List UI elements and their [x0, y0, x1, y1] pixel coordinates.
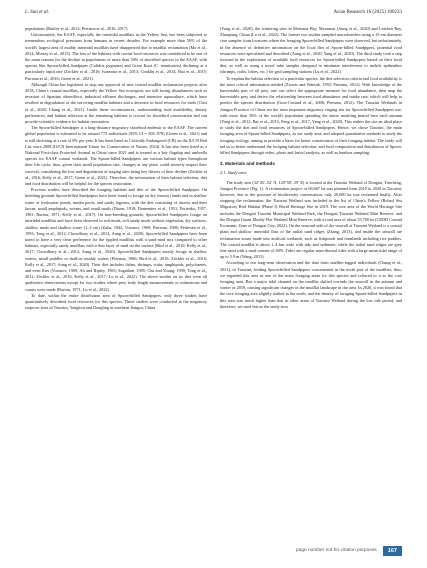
- page-footer: [296, 545, 402, 556]
- section-heading: 2. Materials and methods: [220, 161, 275, 167]
- paragraph: Previous studies have described the foraging habitats and diet of the Spoon-billed Sandpiper. On breeding grounds Spoon-billed Sandpipers have been found to forage on dry (mossy) lands and in shallow water of freshwater ponds, tundra pools, and sandy lagoons, with the diet consisting of insects and their larvae, small amphipods, worms, and small snails (Dixon, 1918; Dementiev et al., 1951; Portenko, 1957, 1981; Burton, 1971; Kelly et al., 2017). On non-breeding grounds, Spoon-billed Sandpipers forage on intertidal mudflats and have been observed in soft muds, soft sandy muds without vegetation, dry surfaces, shallow muds and shallow water (1–3 cm) (Zuba, 1942; Voronov, 1969; Piersma, 1986; Pedersen et al., 1993; Tong et al., 2012; Chowdhury et al., 2012; Aung et al., 2020). Spoon-billed Sandpipers have been noted to have a very clear preference for the rippled mudflats with a sand-mud mix compared to other habitats, especially sandy mudflats with a thin layer of mud on the surface (Bird et al., 2010; Kelly et al., 2017; Chowdhury et al., 2012; Aung et al., 2020). Spoon-billed Sandpipers mostly forage in shallow waters, small puddles or shallow muddy waters (Piersma, 1986; Bird et al., 2010; Zöckler et al., 2016; Kelly et al., 2017; Aung et al., 2020). Their diet includes fishes, shrimps, crabs, amphipods, polychaetes, and even flies (Voronov, 1969; Ali and Ripley, 1983; Sugathan, 1985; Cha and Young, 1990; Tong et al., 2012; Zöckler et al., 2016; Kelly et al., 2017; Lu et al., 2022). The above studies on its diet were all qualitative observations except for two studies where prey body length measurements or estimations and counts were made (Burton, 1971; Lu et al., 2022).: [25, 187, 207, 292]
- paragraph: populations (Battley et al., 2012; Piersma et al., 2016, 2017).: [25, 26, 129, 31]
- paragraph: Unfortunately, the EAAF, especially the intertidal mudflats in the Yellow Sea, has been subjected to tremendous ecological pressures from humans in recent decades. For example more than 50% of the world's largest area of muddy intertidal mudflats have disappeared due to mudflat reclamation (Ma et al., 2014; Murray et al., 2015). The loss of the habitats with crucial food resources was considered to be one of the main reasons for the decline in populations of more than 50% of shorebird species in the EAAF, with species like Spoon-billed Sandpiper (Calidris pygmaea) and Great Knot (C. tenuirostris) declining at a particularly rapid rate (Zöckler et al., 2016; Iwamura et al., 2013; Conklin et al., 2014; Hua et al., 2015; Piersma et al., 2016; Green et al., 2021).: [25, 32, 207, 81]
- right-column: [220, 26, 402, 534]
- running-authors: L. Sun et al.: [25, 10, 50, 15]
- left-column: [25, 26, 207, 534]
- journal-citation: Avian Research 16 (2025) 100233: [333, 10, 402, 15]
- paragraph: Although China has legislated to stop any approval of new coastal mudflat reclamation projects after 2018, China's coastal mudflats, especially the Yellow Sea ecoregion, are still facing disturbances such as invasion of Spartina alterniflora, industrial effluent discharges, and intensive aquaculture, which have resulted in degradation of the surviving mudflat habitats and a decrease in food resources for birds (Choi et al., 2020; Chang et al., 2021). Under these circumstances, understanding food availability, dietary preferences, and habitat selection at the remaining habitats is crucial for shorebird conservation and can provide scientific evidence for habitat restoration.: [25, 81, 207, 125]
- paragraph: To explain the habitat selection of a particular species, the diet selection criteria and food availability is the most critical information needed (Zwarts and Wanink, 1993; Piersma, 2012). With knowledge of the harvestable part of all prey, one can select the appropriate measure for food abundance, then map the harvestable prey and derive the relationship between food abundance and intake rate, which will help to predict the species distribution (Goss-Custard et al., 2006; Piersma, 2012). The Tiaozini Wetlands in Jiangsu Province of China are the most important migratory staging site for Spoon-billed Sandpipers use, with more than 50% of the world's population spending the entire moulting period here each autumn (Yang et al., 2012; Bai et al., 2015; Peng et al., 2017; Yang et al., 2020). This makes the site an ideal place to study the diet and food resources of Spoon-billed Sandpipers. Hence, we chose Tiaozini, the main foraging area of Spoon-billed Sandpipers, as our study area, and adopted quantitative methods to study the foraging ecology, aiming to provide a basis for better conservation of their foraging habitat. The study will aid us to better understand the foraging habitat selection, and food composition and distribution of Spoon-billed Sandpipers through video, photo and faecal analysis, as well as benthos sampling.: [220, 75, 402, 156]
- body-columns: [25, 26, 402, 534]
- page-number-badge: 167: [383, 546, 402, 556]
- paragraph: The Spoon-billed Sandpiper is a long-distance migratory shorebird endemic to the EAAF. The current global population is estimated to be around 773 individuals (95% CI = 569–978) (Green et al., 2021) and is still declining at a rate of 8% per year. It has been listed as Critically Endangered (CR) on the IUCN Red List since 2008 (IUCN International Union for Conservation of Nature, 2024). It has also been listed as a National First-class Protected Animal in China since 2021 and is treated as a key flagship and umbrella species for EAAF coastal wetlands. The Spoon-billed Sandpipers use various habitat types throughout their life cycle; thus, given their small population size, changes at any place could severely impact their survival, considering the loss and degradation of staging sites being key drivers of their decline (Zöckler et al., 2016; Kelly et al., 2017; Green et al., 2021). Therefore, the information of their habitat selection, diet and food distribution will be helpful for the species restoration.: [25, 125, 207, 187]
- page-header: [25, 8, 402, 17]
- footer-note: page number not for citation purposes: [296, 548, 377, 553]
- subsection-heading: 2.1. Study area: [220, 170, 247, 176]
- paragraph: (Yang et al., 2020), the wintering sites in Mottama Bay, Myanmar (Aung et al., 2020) and Leizhou Bay, Zhanjiang, China (Lu et al., 2022). The former two studies sampled macrobenthos using a 15-cm diameter core sampler from locations where the foraging Spoon-billed Sandpipers were observed, but unfortunately, in the absence of definitive information on the local diet of Spoon-billed Sandpipers, potential food resources were speculated and described (Aung et al., 2020; Yang et al., 2020). The third study took a step forward in the exploration of available food resources for Spoon-billed Sandpipers based on their local diet, as well as using a novel tube sampler designed to minimize interference to mobile epibenthos (shrimps, crabs, fishes, etc.) for grid sampling stations (Lu et al., 2022).: [220, 26, 402, 75]
- paragraph: To date, within the entire distribution area of Spoon-billed Sandpipers, only three studies have quantitatively described food resources for this species. These studies were conducted at the migratory stopover sites in Tiaozini, Yangkou and Dongling in southern Jiangsu, China: [25, 292, 207, 311]
- paragraph: According to our long-term observation and the data from satellite-tagged individuals (Chang et al., 2021), in Tiaozini, feeding Spoon-billed Sandpipers concentrated in the north part of the mudflats; thus, we regarded this area as one of the main foraging areas for this species and referred to it as the core foraging area. But a major tidal channel on the mudflat shifted towards the seawall in the autumn and winter of 2019, causing significant changes in the mudflat landscape in the area. In 2020, it was found that the core foraging area slightly shifted to the north, and the density of foraging Spoon-billed Sandpipers in this area was much higher than that in other areas of Tiaozini Wetland during the low tide period, and therefore, we used this as the study area: [220, 260, 402, 309]
- paragraph: The study area (32°45′–52′ N, 120°58′–59′ E) is located at the Tiaozini Wetland of Dongtai, Yancheng, Jiangsu Province (Fig. 1). A reclamation project of 66,667 ha was planned from 2010 to 2020 in Tiaozini; however, due to the pressure of biodiversity conservation, only 20,000 ha was reclaimed finally. After stopping the reclamation, the Tiaozini Wetland was included in the list of China's Yellow (Bohai) Sea Migratory Bird Habitat (Phase I) World Heritage Site in 2019. The core area of the World Heritage Site includes the Dongtai Tiaozini Municipal Wetland Park, the Dongtai Tiaozini Wetland Mini Reserve, and the Dongtai Gaoni Muddy Flat Wetland Mini Reserve, with a total area of about 55,700 ha (CEDD Coastal Economic Zone of Dongtai City, 2022). On the seaward side of the seawall at Tiaozini Wetland is a coastal plain and shallow intertidal flats of the radial sand ridges (Zhang, 2013), and inside the seawall are reclamation zones made into artificial wetlands, such as fishponds and farmlands including rice paddies. The coastal mudflat is about 1–4 km wide with tidy and sediment, while the radial sand ridges are grey fine sand with a mud content of 60%. Tides are regular semi-diurnal tides with a large mean tidal range of up to 3.9 m (Wang, 2011).: [220, 179, 402, 260]
